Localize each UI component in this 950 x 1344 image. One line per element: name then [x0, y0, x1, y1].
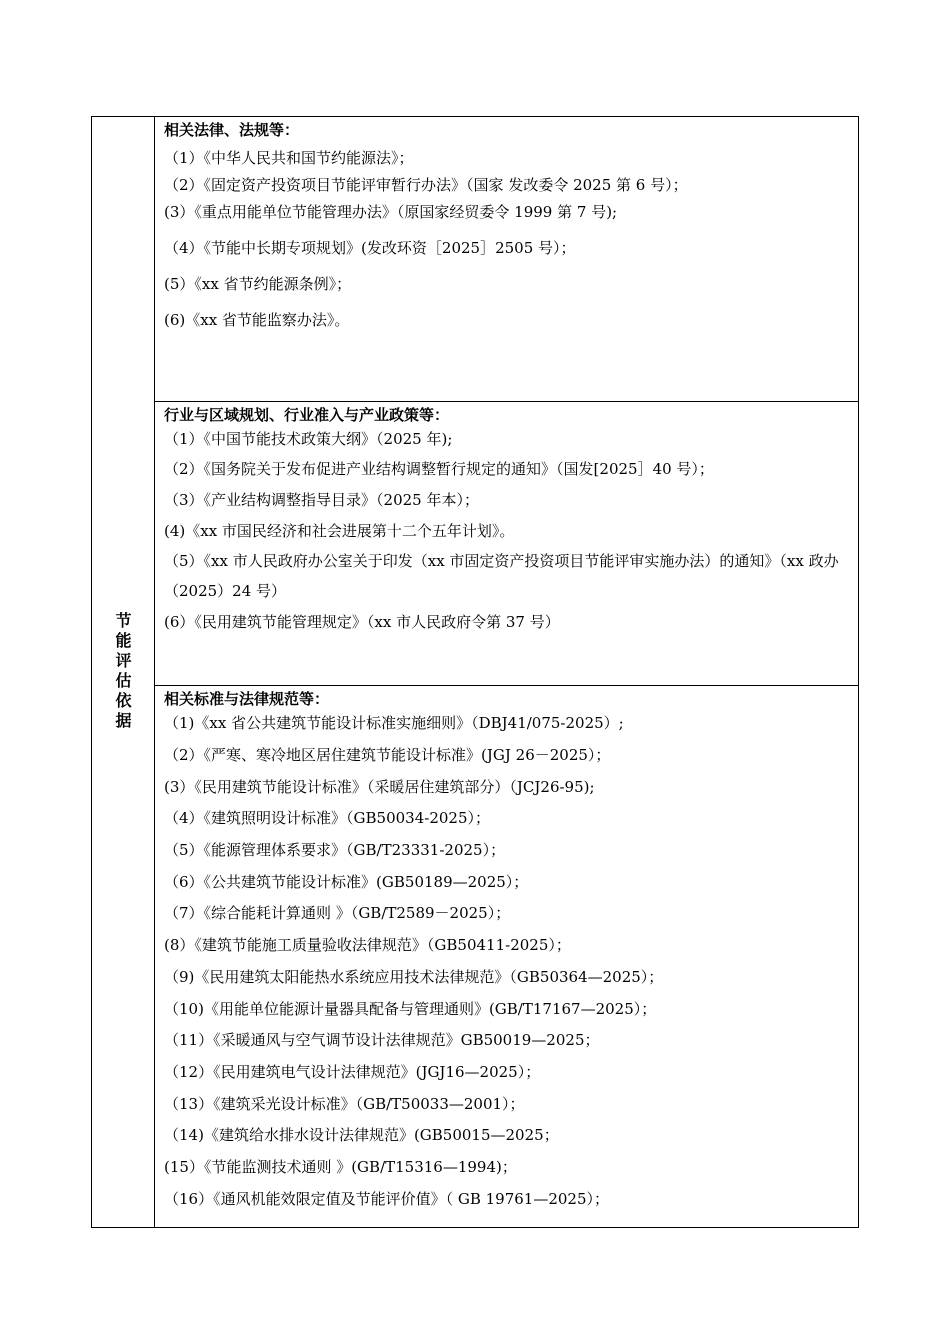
list-item: （2）《国务院关于发布促进产业结构调整暂行规定的通知》（国发[2025］40 号）；	[164, 460, 714, 478]
list-item: （14)《建筑给水排水设计法律规范》(GB50015—2025；	[164, 1126, 559, 1145]
list-item: (8）《建筑节能施工质量验收法律规范》（GB50411-2025）；	[164, 936, 571, 955]
list-item: （2）《固定资产投资项目节能评审暂行办法》（国家 发改委令 2025 第 6 号）；	[164, 176, 688, 194]
side-label	[92, 611, 155, 731]
side-label-char: 评	[115, 651, 132, 670]
list-item: （6）《公共建筑节能设计标准》(GB50189—2025）；	[164, 872, 529, 891]
list-item: （5）《xx 市人民政府办公室关于印发（xx 市固定资产投资项目节能评审实施办法）的通知》（xx 政办（2025）24 号）	[164, 552, 839, 600]
side-label-char: 节	[115, 611, 132, 630]
industry-policy-section	[155, 402, 858, 686]
list-item: （1)《xx 省公共建筑节能设计标准实施细则》（DBJ41/075-2025）;	[164, 714, 624, 733]
standards-section	[155, 686, 858, 1229]
list-item: (15）《节能监测技术通则 》(GB/T15316—1994)；	[164, 1157, 517, 1176]
list-item: (6）《民用建筑节能管理规定》（xx 市人民政府令第 37 号）	[164, 613, 560, 631]
laws-regulations-section	[155, 117, 858, 402]
list-item: (3）《民用建筑节能设计标准》（采暖居住建筑部分）（JCJ26-95);	[164, 777, 595, 796]
list-item: （9)《民用建筑太阳能热水系统应用技术法律规范》（GB50364—2025）；	[164, 967, 664, 986]
side-label-char: 能	[115, 631, 132, 650]
evaluation-basis-table	[91, 116, 859, 1228]
list-item: （13）《建筑采光设计标准》（GB/T50033—2001）；	[164, 1094, 525, 1113]
section-heading: 相关法律、法规等：	[164, 121, 300, 139]
list-item: (4)《xx 市国民经济和社会进展第十二个五年计划》。	[164, 522, 515, 540]
list-item: (3）《重点用能单位节能管理办法》（原国家经贸委令 1999 第 7 号);	[164, 203, 618, 221]
list-item: （5）《能源管理体系要求》（GB/T23331-2025）；	[164, 841, 506, 860]
list-item: （11）《采暖通风与空气调节设计法律规范》GB50019—2025；	[164, 1031, 600, 1050]
list-item: （1）《中国节能技术政策大纲》（2025 年);	[164, 430, 453, 448]
list-item: （3）《产业结构调整指导目录》（2025 年本）；	[164, 491, 479, 509]
section-heading: 行业与区域规划、行业准入与产业政策等：	[164, 406, 450, 424]
list-item: （16）《通风机能效限定值及节能评价值》（ GB 19761—2025）；	[164, 1189, 610, 1208]
side-label-char: 估	[115, 671, 132, 690]
side-label-cell	[92, 117, 155, 1227]
side-label-char: 据	[115, 711, 132, 730]
side-label-char: 依	[115, 691, 132, 710]
list-item: （10)《用能单位能源计量器具配备与管理通则》(GB/T17167—2025）；	[164, 999, 657, 1018]
list-item: （12）《民用建筑电气设计法律规范》(JGJ16—2025）；	[164, 1062, 541, 1081]
list-item: （1）《中华人民共和国节约能源法》；	[164, 149, 414, 167]
list-item: （4）《建筑照明设计标准》（GB50034-2025）；	[164, 809, 491, 828]
list-item: (6)《xx 省节能监察办法》。	[164, 311, 350, 329]
list-item: （4）《节能中长期专项规划》(发改环资［2025］2505 号）；	[164, 239, 576, 257]
list-item: (5）《xx 省节约能源条例》；	[164, 275, 352, 293]
list-item: （7）《综合能耗计算通则 》（GB/T2589－2025）；	[164, 904, 511, 923]
section-heading: 相关标准与法律规范等：	[164, 690, 330, 708]
list-item: （2）《严寒、寒冷地区居住建筑节能设计标准》(JGJ 26－2025）；	[164, 746, 611, 765]
